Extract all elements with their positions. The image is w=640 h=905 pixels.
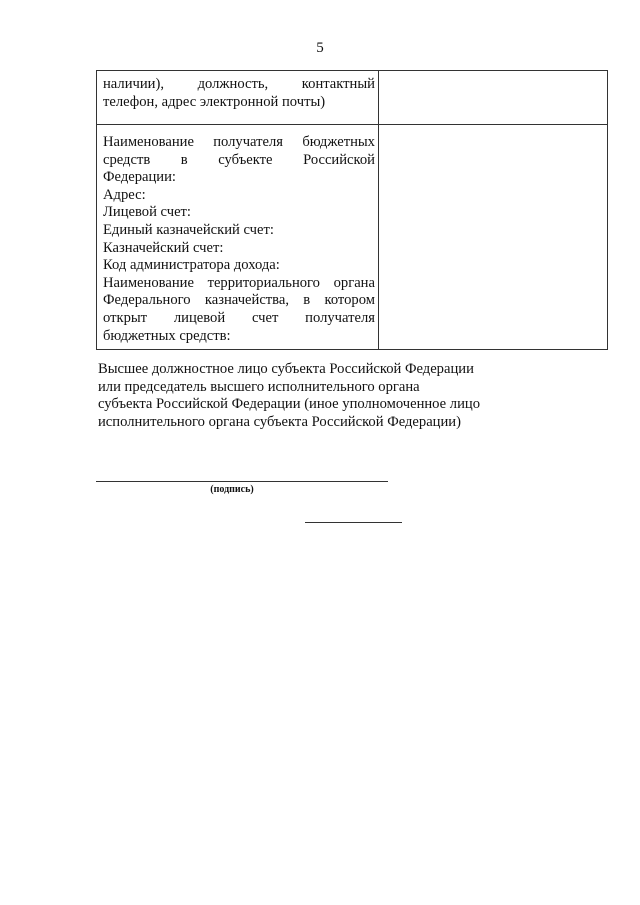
label-word: бюджетных средств: xyxy=(103,327,231,344)
label-line xyxy=(103,204,375,222)
signatory-line: субъекта Российской Федерации (иное уполномоченное лицо xyxy=(98,396,480,413)
label-line xyxy=(103,152,375,170)
label-word: в xyxy=(303,292,311,309)
label-line xyxy=(103,310,375,328)
label-word: телефон, адрес электронной почты) xyxy=(103,93,326,110)
label-line xyxy=(103,240,375,258)
label-word: Федерального xyxy=(103,292,191,309)
label-word: органа xyxy=(333,274,375,291)
separator-line xyxy=(305,522,402,523)
label-line xyxy=(103,76,375,94)
label-word: контактный xyxy=(301,76,375,92)
label-line xyxy=(103,257,375,275)
payment-value-cell[interactable] xyxy=(379,125,608,350)
label-word: Наименование xyxy=(103,274,194,291)
payment-label-cell xyxy=(97,125,379,350)
contacts-label-lines xyxy=(103,76,375,111)
label-line xyxy=(103,134,375,152)
label-word: Лицевой счет: xyxy=(103,204,191,221)
label-word: котором xyxy=(324,292,375,309)
label-word: Адрес: xyxy=(103,186,146,203)
label-word: должность, xyxy=(197,76,269,92)
label-word: бюджетных xyxy=(302,134,375,150)
label-line xyxy=(103,275,375,293)
requisites-table xyxy=(96,70,608,350)
label-word: Казначейский счет: xyxy=(103,239,224,256)
label-line xyxy=(103,94,375,112)
label-word: Федерации: xyxy=(103,169,176,186)
table-row-contacts xyxy=(97,71,608,125)
label-word: Наименование xyxy=(103,134,194,150)
label-word: в xyxy=(180,151,188,168)
label-word: Код администратора дохода: xyxy=(103,257,280,274)
payment-label-lines xyxy=(103,134,375,345)
table-row-payment-requisites xyxy=(97,125,608,350)
contacts-value-cell[interactable] xyxy=(379,71,608,125)
label-word: получателя xyxy=(213,134,284,150)
label-line xyxy=(103,169,375,187)
label-word: субъекте xyxy=(218,151,273,168)
contacts-label-cell xyxy=(97,71,379,125)
signature-line[interactable] xyxy=(96,481,388,482)
label-word: средств xyxy=(103,151,151,168)
label-word: казначейства, xyxy=(204,292,289,309)
label-word: Российской xyxy=(303,151,375,168)
label-line xyxy=(103,328,375,346)
signatory-line: исполнительного органа субъекта Российской Федерации) xyxy=(98,414,461,431)
page-number: 5 xyxy=(316,40,324,56)
label-word: наличии), xyxy=(103,76,164,92)
label-word: открыт xyxy=(103,309,148,326)
label-word: счет xyxy=(251,309,279,326)
label-line xyxy=(103,222,375,240)
label-word: лицевой xyxy=(173,309,226,326)
signatory-block xyxy=(98,361,528,432)
label-word: территориального xyxy=(207,274,320,291)
signatory-line: Высшее должностное лицо субъекта Российской Федерации xyxy=(98,361,474,377)
label-line xyxy=(103,292,375,310)
label-word: получателя xyxy=(305,309,375,326)
signature-caption: (подпись) xyxy=(210,484,254,495)
signatory-line: или председатель высшего исполнительного органа xyxy=(98,378,420,395)
label-word: Единый казначейский счет: xyxy=(103,221,274,238)
label-line xyxy=(103,187,375,205)
